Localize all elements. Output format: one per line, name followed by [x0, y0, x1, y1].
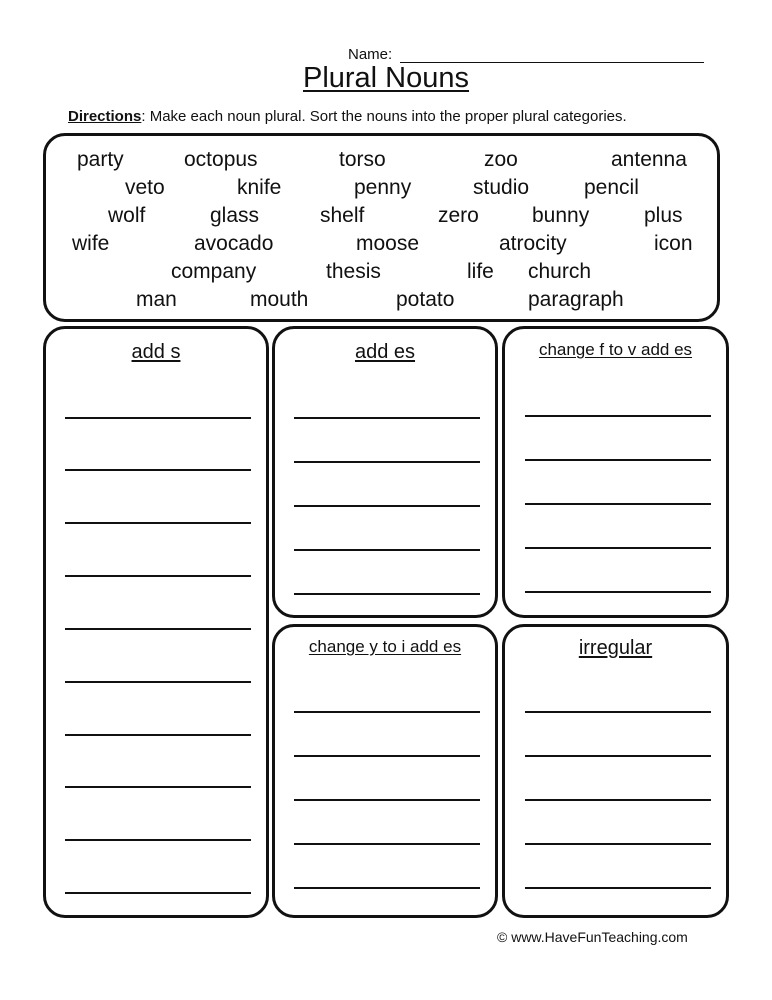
category-box-change-y-to-i: [272, 624, 498, 918]
answer-line[interactable]: [65, 469, 251, 471]
answer-line[interactable]: [525, 459, 711, 461]
answer-line[interactable]: [65, 892, 251, 894]
word-bank-word: veto: [125, 176, 165, 199]
answer-line[interactable]: [525, 799, 711, 801]
category-heading: change f to v add es: [538, 340, 693, 359]
word-bank-word: knife: [237, 176, 282, 199]
answer-line[interactable]: [525, 591, 711, 593]
category-box-add-es: [272, 326, 498, 618]
word-bank-word: party: [77, 148, 124, 171]
answer-line[interactable]: [65, 417, 251, 419]
name-label: Name:: [348, 46, 393, 63]
word-bank-word: life: [467, 260, 494, 283]
answer-line[interactable]: [65, 628, 251, 630]
word-bank-word: wife: [72, 232, 110, 255]
worksheet-title: Plural Nouns: [302, 62, 470, 94]
word-bank-word: pencil: [584, 176, 639, 199]
answer-line[interactable]: [525, 843, 711, 845]
word-bank-word: atrocity: [499, 232, 567, 255]
word-bank-word: penny: [354, 176, 412, 199]
word-bank-word: bunny: [532, 204, 590, 227]
word-bank-word: company: [171, 260, 257, 283]
name-field: [348, 46, 392, 63]
word-bank-word: avocado: [194, 232, 274, 255]
answer-line[interactable]: [525, 503, 711, 505]
directions-text: : Make each noun plural. Sort the nouns into the proper plural categories.: [141, 108, 627, 125]
word-bank-word: studio: [473, 176, 530, 199]
word-bank-word: octopus: [184, 148, 258, 171]
answer-line[interactable]: [65, 786, 251, 788]
answer-line[interactable]: [65, 734, 251, 736]
word-bank-word: torso: [339, 148, 386, 171]
word-bank-word: paragraph: [528, 288, 624, 311]
word-bank-word: thesis: [326, 260, 381, 283]
answer-line[interactable]: [525, 415, 711, 417]
answer-line[interactable]: [65, 681, 251, 683]
answer-line[interactable]: [294, 461, 480, 463]
answer-line[interactable]: [294, 505, 480, 507]
word-bank-word: antenna: [611, 148, 687, 171]
answer-line[interactable]: [294, 799, 480, 801]
answer-line[interactable]: [525, 711, 711, 713]
answer-line[interactable]: [65, 522, 251, 524]
answer-line[interactable]: [294, 755, 480, 757]
category-heading: change y to i add es: [308, 637, 462, 656]
word-bank-word: man: [136, 288, 177, 311]
word-bank-word: church: [528, 260, 592, 283]
answer-line[interactable]: [525, 547, 711, 549]
answer-line[interactable]: [294, 843, 480, 845]
answer-line[interactable]: [294, 417, 480, 419]
answer-line[interactable]: [294, 549, 480, 551]
word-bank-word: wolf: [108, 204, 146, 227]
word-bank-word: plus: [644, 204, 683, 227]
word-bank-word: shelf: [320, 204, 365, 227]
category-heading: irregular: [578, 637, 653, 659]
word-bank-word: mouth: [250, 288, 309, 311]
category-box-change-f-to-v: [502, 326, 729, 618]
word-bank-word: glass: [210, 204, 260, 227]
answer-line[interactable]: [525, 755, 711, 757]
category-box-add-s: [43, 326, 269, 918]
word-bank-word: zoo: [484, 148, 518, 171]
category-box-irregular: [502, 624, 729, 918]
answer-line[interactable]: [294, 593, 480, 595]
category-heading: add es: [354, 341, 416, 363]
word-bank-word: icon: [654, 232, 693, 255]
answer-line[interactable]: [65, 575, 251, 577]
word-bank-word: moose: [356, 232, 420, 255]
word-bank-word: zero: [438, 204, 479, 227]
answer-line[interactable]: [525, 887, 711, 889]
copyright-footer: © www.HaveFunTeaching.com: [497, 929, 688, 945]
word-bank-box: [43, 133, 720, 322]
directions: [68, 108, 627, 125]
category-heading: add s: [131, 341, 181, 363]
answer-line[interactable]: [65, 839, 251, 841]
directions-label: Directions: [68, 108, 142, 125]
answer-line[interactable]: [294, 711, 480, 713]
answer-line[interactable]: [294, 887, 480, 889]
word-bank-word: potato: [396, 288, 455, 311]
